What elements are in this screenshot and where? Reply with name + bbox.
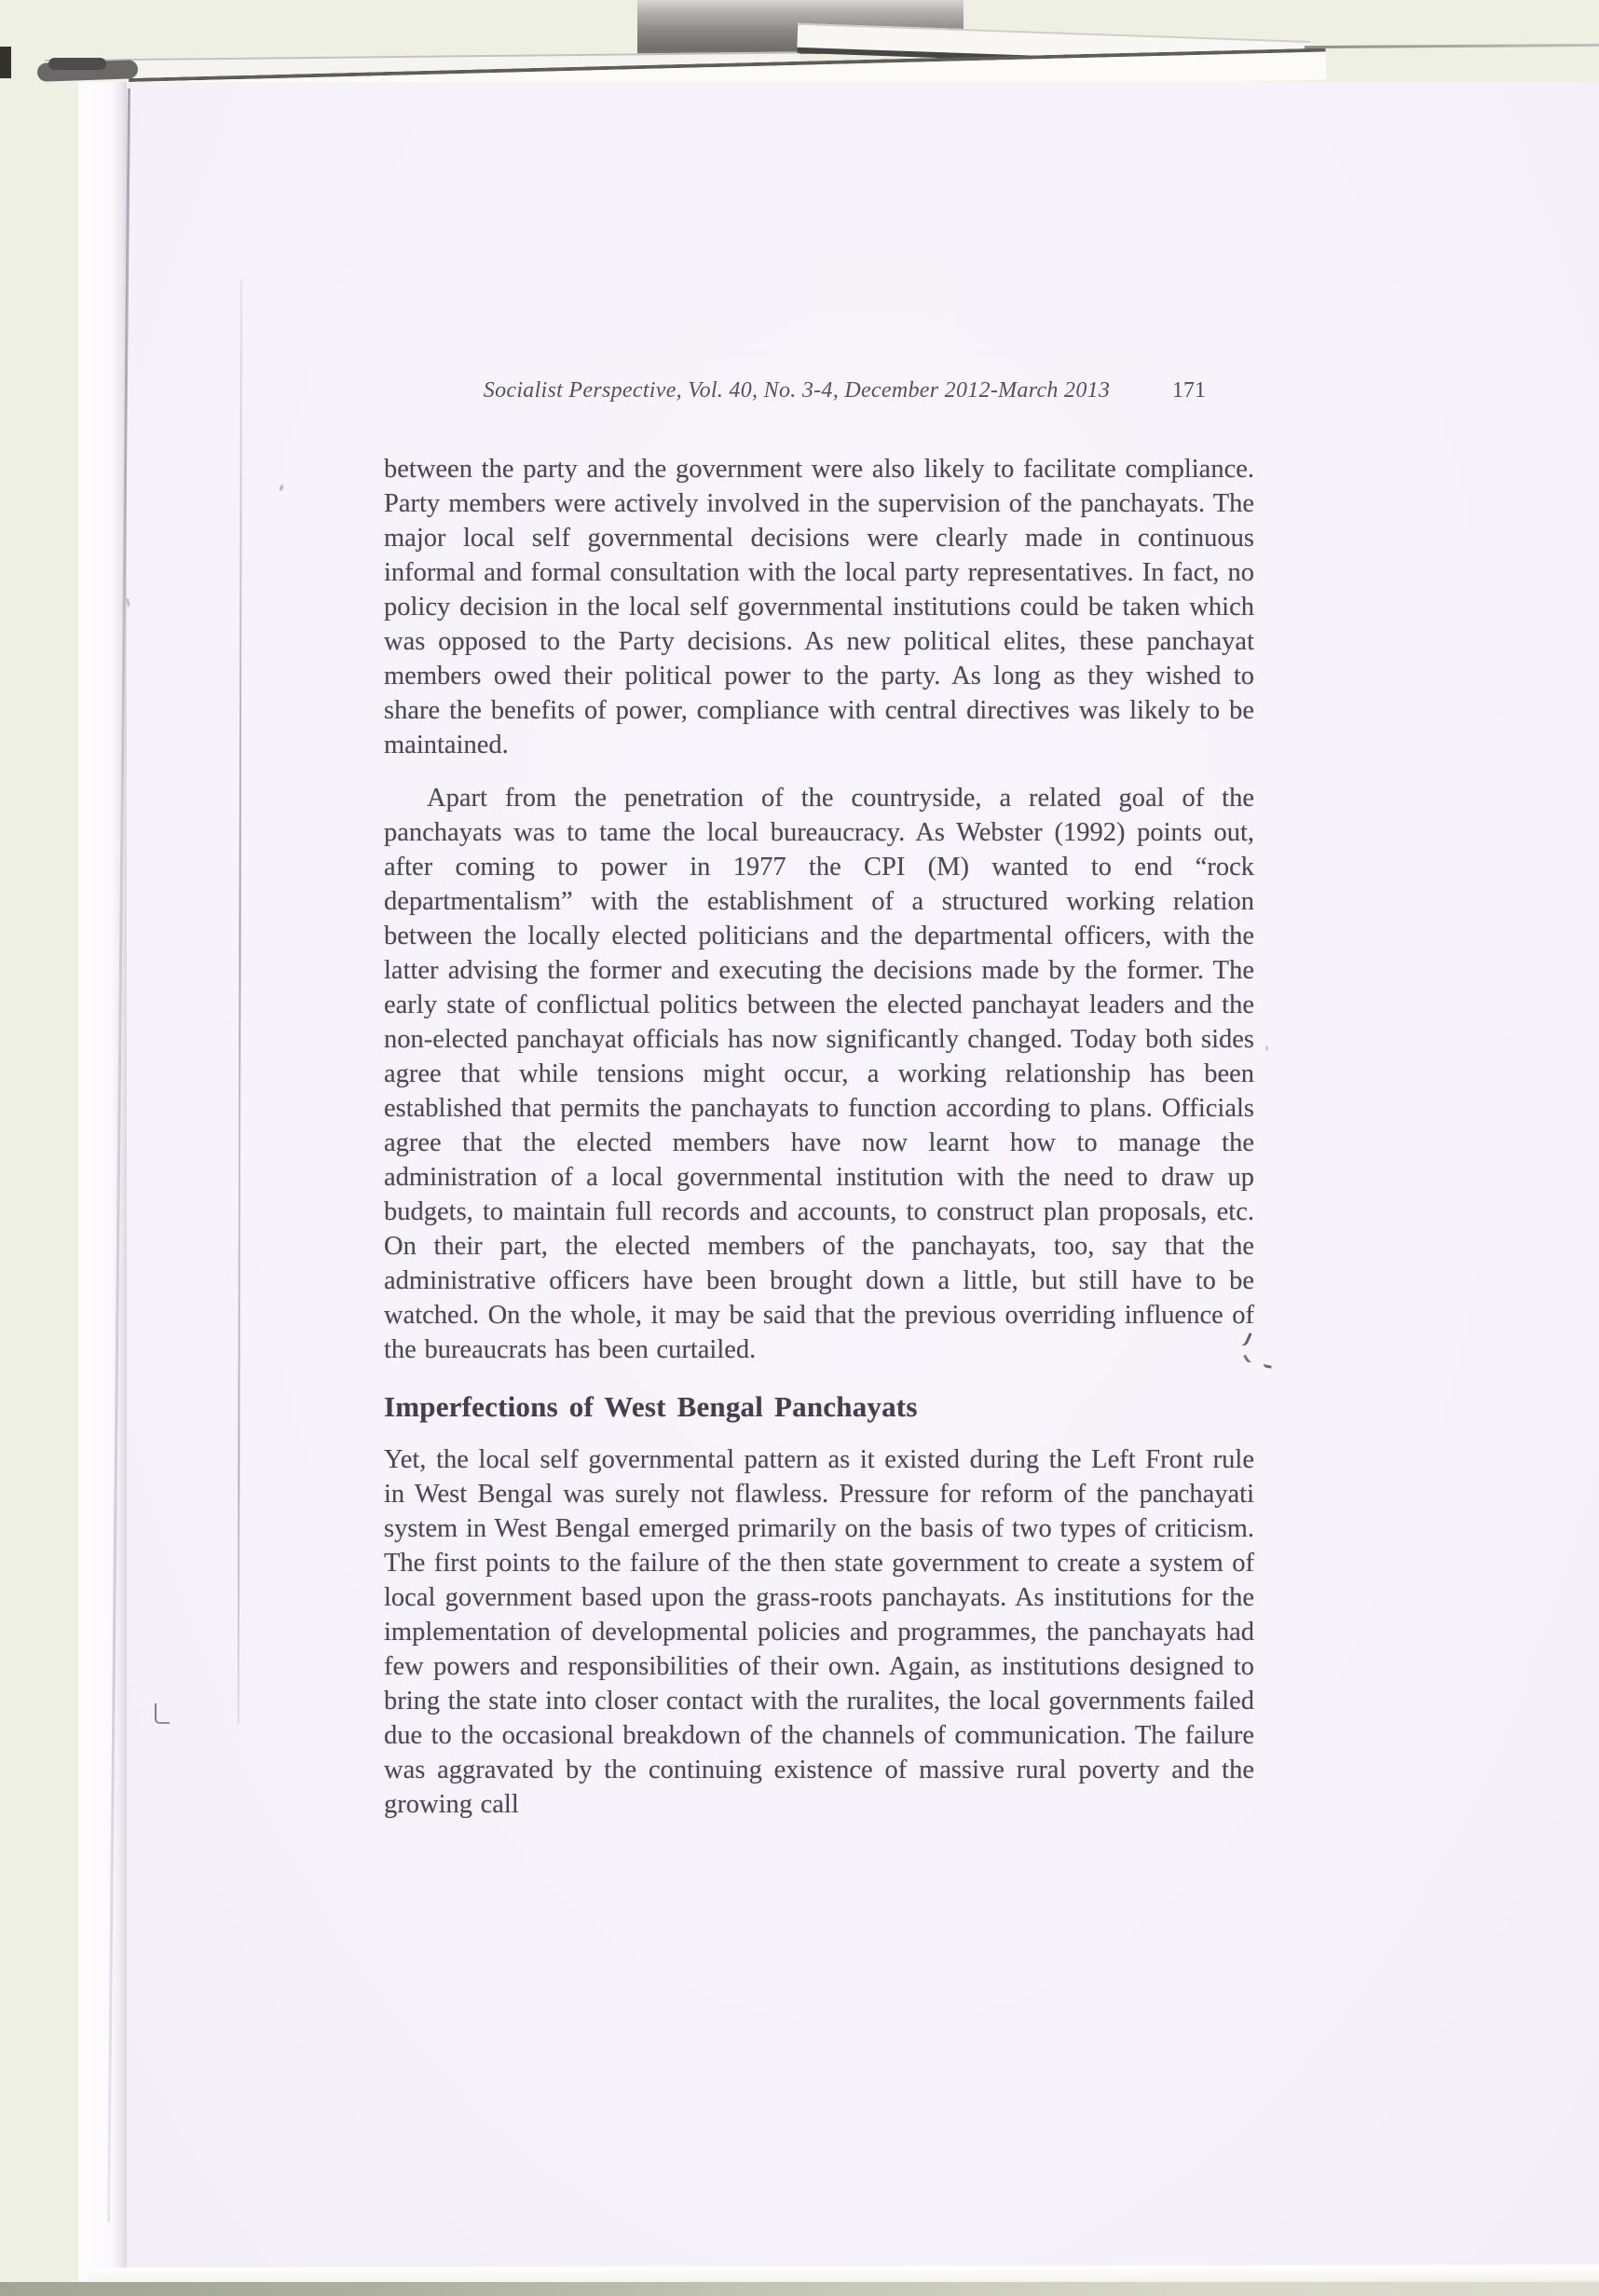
paragraph-apart-from-penetration: Apart from the penetration of the countryside, a related goal of the panchayats was to tame the local bureaucracy. As Webster (1992) points out, after coming to power in 1977 the CPI (M) wanted to end “rock departmentalism” with the establishment of a structured working relation between the locally elected politicians and the departmental officers, with the latter advising the former and executing the decisions made by the former. The early state of conflictual politics between the elected panchayat leaders and the non-elected panchayat officials has now significantly changed. Today both sides agree that while tensions might occur, a working relationship has been established that permits the panchayats to function according to plans. Officials agree that the elected members have now learnt how to manage the administration of a local governmental institution with the need to draw up budgets, to maintain full records and accounts, to construct plan proposals, etc. On their part, the elected members of the panchayats, too, say that the administrative officers have been brought down a little, but still have to be watched. On the whole, it may be said that the previous overriding influence of the bureaucrats has been curtailed. bbox=[384, 784, 1254, 1364]
running-header bbox=[384, 378, 1254, 410]
scan-edge-sliver bbox=[0, 47, 11, 78]
article-body bbox=[384, 452, 1254, 1822]
page-top-edge-line bbox=[1305, 44, 1599, 48]
paragraph-continuation: between the party and the government were also likely to facilitate compliance. Party members were actively involved in the supervision of the panchayats. The major local self governmental decisions were clearly made in continuous informal and formal consultation with the local party representatives. In fact, no policy decision in the local self governmental institutions could be taken which was opposed to the Party decisions. As new political elites, these panchayat members owed their political power to the party. As long as they wished to share the benefits of power, compliance with central directives was likely to be maintained. bbox=[384, 455, 1254, 759]
scanner-background-strip bbox=[0, 2282, 1599, 2296]
dust-speck bbox=[1265, 1046, 1268, 1051]
page-corner-shadow-dark bbox=[48, 58, 106, 70]
fold-bracket-mark bbox=[155, 1703, 170, 1724]
page-number: 171 bbox=[1172, 378, 1206, 403]
journal-citation: Socialist Perspective, Vol. 40, No. 3-4, December 2012-March 2013 bbox=[483, 378, 1111, 403]
ink-smudge bbox=[1263, 1360, 1272, 1368]
section-heading-imperfections: Imperfections of West Bengal Panchayats bbox=[384, 1390, 918, 1423]
paragraph-imperfections: Yet, the local self governmental pattern as it existed during the Left Front rule in West Bengal was surely not flawless. Pressure for reform of the panchayati system in West Bengal emerged primarily on the basis of two types of criticism. The first points to the failure of the then state government to create a system of local government based upon the grass-roots panchayats. As institutions for the implementation of developmental policies and programmes, the panchayats had few powers and responsibilities of their own. Again, as institutions designed to bring the state into closer contact with the ruralites, the local governments failed due to the occasional breakdown of the channels of communication. The failure was aggravated by the continuing existence of massive rural poverty and the growing call bbox=[384, 1445, 1254, 1819]
